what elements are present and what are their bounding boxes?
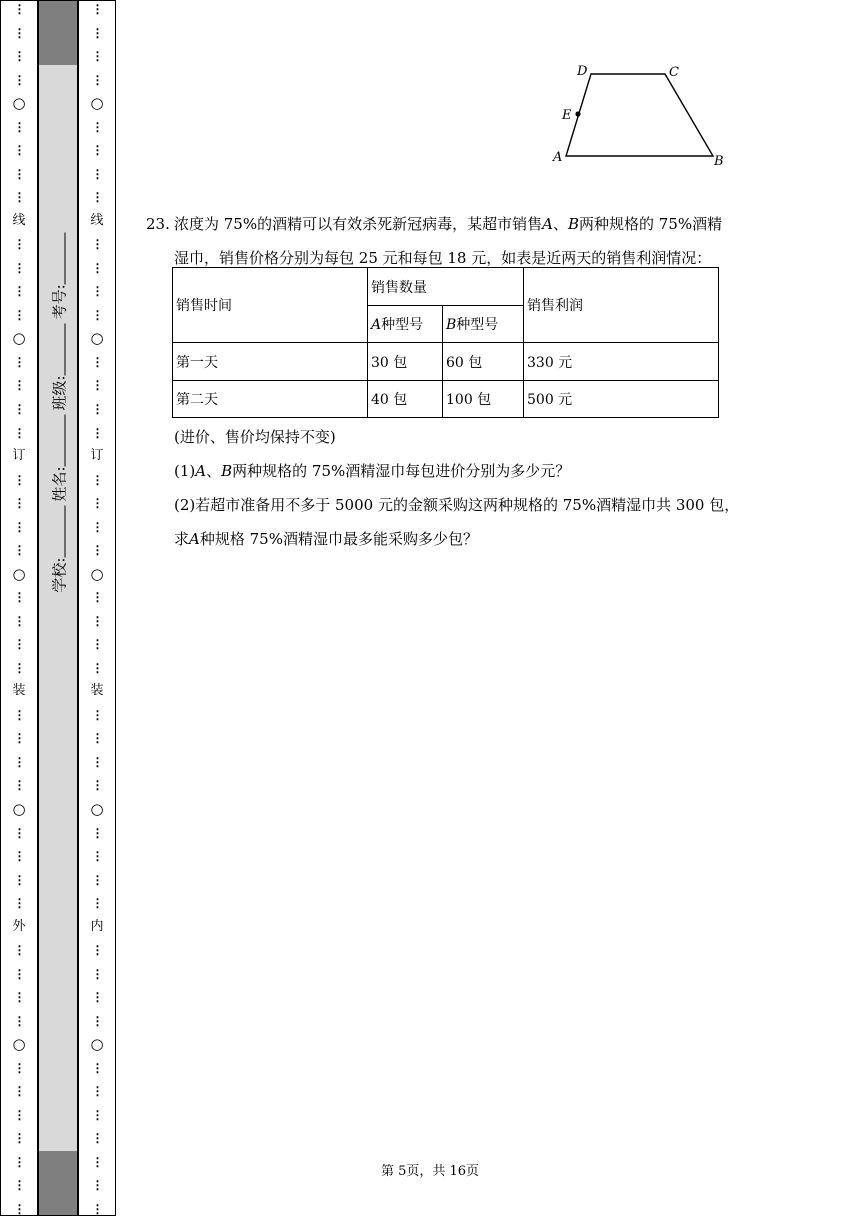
subheader-a-var: A [371, 317, 382, 333]
outer-dots: ⋮ [13, 237, 25, 252]
subheader-b-text: 种型号 [456, 317, 499, 333]
inner-dots: ⋮ [91, 49, 103, 64]
inner-dots: ⋮ [91, 637, 103, 652]
inner-dots: ⋮ [91, 378, 103, 393]
inner-dots: ⋮ [91, 1013, 103, 1028]
part1-text: 两种规格的 75%酒精湿巾每包进价分别为多少元？ [232, 462, 571, 480]
inner-dots: ⋮ [91, 1060, 103, 1075]
inner-dots: ⋮ [91, 143, 103, 158]
row1-day: 第一天 [173, 343, 368, 381]
inner-dots: ⋮ [91, 1084, 103, 1099]
outer-dots: ⋮ [13, 896, 25, 911]
question-number: 23. [146, 215, 170, 233]
question-part-1 [174, 454, 754, 488]
row2-profit: 500 元 [524, 381, 719, 418]
inner-dots: ⋮ [91, 754, 103, 769]
inner-dots: ⋮ [91, 849, 103, 864]
name-label: 姓名: [50, 466, 69, 502]
inner-dots: ⋮ [91, 425, 103, 440]
outer-dots: ⋮ [13, 284, 25, 299]
outer-dots: ⋮ [13, 660, 25, 675]
inner-dots: ⋮ [91, 896, 103, 911]
inner-dots: ⋮ [91, 1131, 103, 1146]
outer-circle-mark: ○ [12, 564, 26, 583]
inner-cut-label: 内 [90, 918, 104, 934]
outer-dots: ⋮ [13, 72, 25, 87]
outer-dots: ⋮ [13, 25, 25, 40]
outer-dots: ⋮ [13, 637, 25, 652]
outer-dots: ⋮ [13, 2, 25, 16]
part1-var-b: B [221, 462, 233, 480]
row2-a: 40 包 [368, 381, 443, 418]
vertex-label-a: A [553, 150, 563, 165]
header-time: 销售时间 [173, 268, 368, 343]
inner-dots: ⋮ [91, 72, 103, 87]
class-label: 班级: [50, 375, 69, 411]
subheader-a-text: 种型号 [381, 317, 424, 333]
inner-circle-mark: ○ [90, 1035, 104, 1054]
row1-profit: 330 元 [524, 343, 719, 381]
school-label: 学校: [50, 557, 69, 593]
outer-dots: ⋮ [13, 425, 25, 440]
binding-dark-block-top [39, 1, 77, 65]
outer-dots: ⋮ [13, 496, 25, 511]
outer-dots: ⋮ [13, 49, 25, 64]
inner-dots: ⋮ [91, 613, 103, 628]
outer-dots: ⋮ [13, 519, 25, 534]
outer-dots: ⋮ [13, 1107, 25, 1122]
subheader-b [443, 306, 524, 343]
part2-text: 种规格 75%酒精湿巾最多能采购多少包？ [199, 530, 478, 548]
outer-dots: ⋮ [13, 378, 25, 393]
inner-dots: ⋮ [91, 354, 103, 369]
inner-cut-label: 装 [90, 683, 104, 699]
inner-circle-mark: ○ [90, 800, 104, 818]
binding-outer-strip [0, 0, 38, 1216]
outer-dots: ⋮ [13, 307, 25, 322]
outer-dots: ⋮ [13, 1013, 25, 1028]
outer-dots: ⋮ [13, 472, 25, 487]
inner-circle-mark: ○ [90, 329, 104, 348]
inner-dots: ⋮ [91, 943, 103, 958]
header-profit: 销售利润 [524, 268, 719, 343]
header-quantity: 销售数量 [368, 268, 524, 306]
outer-cut-label: 线 [12, 212, 26, 228]
outer-dots: ⋮ [13, 1060, 25, 1075]
inner-dots: ⋮ [91, 1107, 103, 1122]
outer-dots: ⋮ [13, 190, 25, 205]
inner-circle-mark: ○ [90, 94, 104, 113]
outer-dots: ⋮ [13, 143, 25, 158]
question-subparts [174, 420, 754, 556]
outer-dots: ⋮ [13, 119, 25, 134]
outer-circle-mark: ○ [12, 800, 26, 818]
outer-dots: ⋮ [13, 613, 25, 628]
outer-dots: ⋮ [13, 1178, 25, 1193]
intro-var-b: B [567, 215, 580, 233]
inner-dots: ⋮ [91, 966, 103, 981]
part1-prefix: (1) [174, 462, 196, 480]
inner-dots: ⋮ [91, 519, 103, 534]
inner-dots: ⋮ [91, 872, 103, 887]
outer-dots: ⋮ [13, 1154, 25, 1169]
inner-dots: ⋮ [91, 660, 103, 675]
inner-dots: ⋮ [91, 402, 103, 416]
outer-dots: ⋮ [13, 849, 25, 864]
outer-cut-label: 装 [12, 683, 26, 699]
outer-dots: ⋮ [13, 590, 25, 605]
vertex-label-e: E [562, 108, 572, 123]
table-header-row [173, 268, 719, 306]
outer-cut-label: 外 [12, 918, 26, 934]
question-intro-line-1 [174, 207, 736, 241]
inner-dots: ⋮ [91, 472, 103, 487]
outer-dots: ⋮ [13, 354, 25, 369]
outer-dots: ⋮ [13, 825, 25, 840]
inner-dots: ⋮ [91, 1202, 103, 1216]
table-row [173, 343, 719, 381]
outer-dots: ⋮ [13, 990, 25, 1005]
binding-outer-marks [1, 1, 37, 1215]
inner-dots: ⋮ [91, 496, 103, 511]
inner-dots: ⋮ [91, 825, 103, 840]
inner-dots: ⋮ [91, 307, 103, 322]
inner-dots: ⋮ [91, 990, 103, 1005]
question-23 [146, 207, 736, 275]
outer-dots: ⋮ [13, 707, 25, 722]
point-e-dot [575, 111, 580, 116]
inner-cut-label: 订 [90, 448, 104, 464]
subheader-a [368, 306, 443, 343]
question-intro-line-2: 湿巾，销售价格分别为每包 25 元和每包 18 元，如表是近两天的销售利润情况： [174, 249, 712, 267]
outer-dots: ⋮ [13, 966, 25, 981]
question-part-2-line-1: (2)若超市准备用不多于 5000 元的金额采购这两种规格的 75%酒精湿巾共 300 包， [174, 496, 740, 514]
trapezoid-figure [548, 58, 738, 174]
outer-dots: ⋮ [13, 872, 25, 887]
vertex-label-c: C [669, 65, 679, 80]
row1-b: 60 包 [443, 343, 524, 381]
outer-circle-mark: ○ [12, 329, 26, 348]
outer-dots: ⋮ [13, 731, 25, 746]
inner-dots: ⋮ [91, 707, 103, 722]
outer-circle-mark: ○ [12, 94, 26, 113]
inner-dots: ⋮ [91, 260, 103, 275]
outer-dots: ⋮ [13, 402, 25, 416]
inner-dots: ⋮ [91, 778, 103, 793]
trapezoid-outline [566, 74, 713, 156]
question-note: (进价、售价均保持不变) [174, 428, 336, 446]
intro-text-a: 浓度为 75%的酒精可以有效杀死新冠病毒，某超市销售 [174, 215, 543, 233]
vertex-label-d: D [577, 64, 588, 79]
outer-dots: ⋮ [13, 166, 25, 181]
binding-inner-strip [78, 0, 116, 1216]
inner-cut-label: 线 [90, 212, 104, 228]
school-blank[interactable] [65, 506, 66, 558]
outer-cut-label: 订 [12, 448, 26, 464]
inner-dots: ⋮ [91, 543, 103, 558]
subheader-b-var: B [446, 317, 457, 333]
number-label: 考号: [50, 284, 69, 320]
inner-dots: ⋮ [91, 590, 103, 605]
inner-dots: ⋮ [91, 119, 103, 134]
outer-dots: ⋮ [13, 1202, 25, 1216]
row1-a: 30 包 [368, 343, 443, 381]
part1-var-a: A [195, 462, 207, 480]
table-row [173, 381, 719, 418]
inner-dots: ⋮ [91, 190, 103, 205]
inner-dots: ⋮ [91, 1178, 103, 1193]
outer-dots: ⋮ [13, 754, 25, 769]
intro-text-b: 两种规格的 75%酒精 [579, 215, 723, 233]
outer-dots: ⋮ [13, 543, 25, 558]
row2-day: 第二天 [173, 381, 368, 418]
part2-prefix: 求 [174, 530, 190, 548]
page-footer: 第 5页，共 16页 [380, 1164, 480, 1179]
inner-dots: ⋮ [91, 731, 103, 746]
outer-dots: ⋮ [13, 1084, 25, 1099]
inner-dots: ⋮ [91, 25, 103, 40]
vertex-label-b: B [714, 154, 724, 169]
intro-var-a: A [542, 215, 553, 233]
outer-dots: ⋮ [13, 778, 25, 793]
outer-circle-mark: ○ [12, 1035, 26, 1054]
inner-dots: ⋮ [91, 166, 103, 181]
part1-sep: 、 [206, 462, 222, 480]
inner-dots: ⋮ [91, 1154, 103, 1169]
sales-table [172, 267, 719, 418]
intro-sep: 、 [552, 215, 568, 233]
inner-circle-mark: ○ [90, 564, 104, 583]
part2-var: A [189, 530, 200, 548]
outer-dots: ⋮ [13, 943, 25, 958]
inner-dots: ⋮ [91, 2, 103, 16]
binding-inner-marks [79, 1, 115, 1215]
inner-dots: ⋮ [91, 237, 103, 252]
name-blank[interactable] [65, 415, 66, 467]
question-part-2-line-2 [174, 522, 754, 556]
number-blank[interactable] [65, 232, 66, 284]
outer-dots: ⋮ [13, 1131, 25, 1146]
inner-dots: ⋮ [91, 284, 103, 299]
outer-dots: ⋮ [13, 260, 25, 275]
class-blank[interactable] [65, 323, 66, 375]
row2-b: 100 包 [443, 381, 524, 418]
